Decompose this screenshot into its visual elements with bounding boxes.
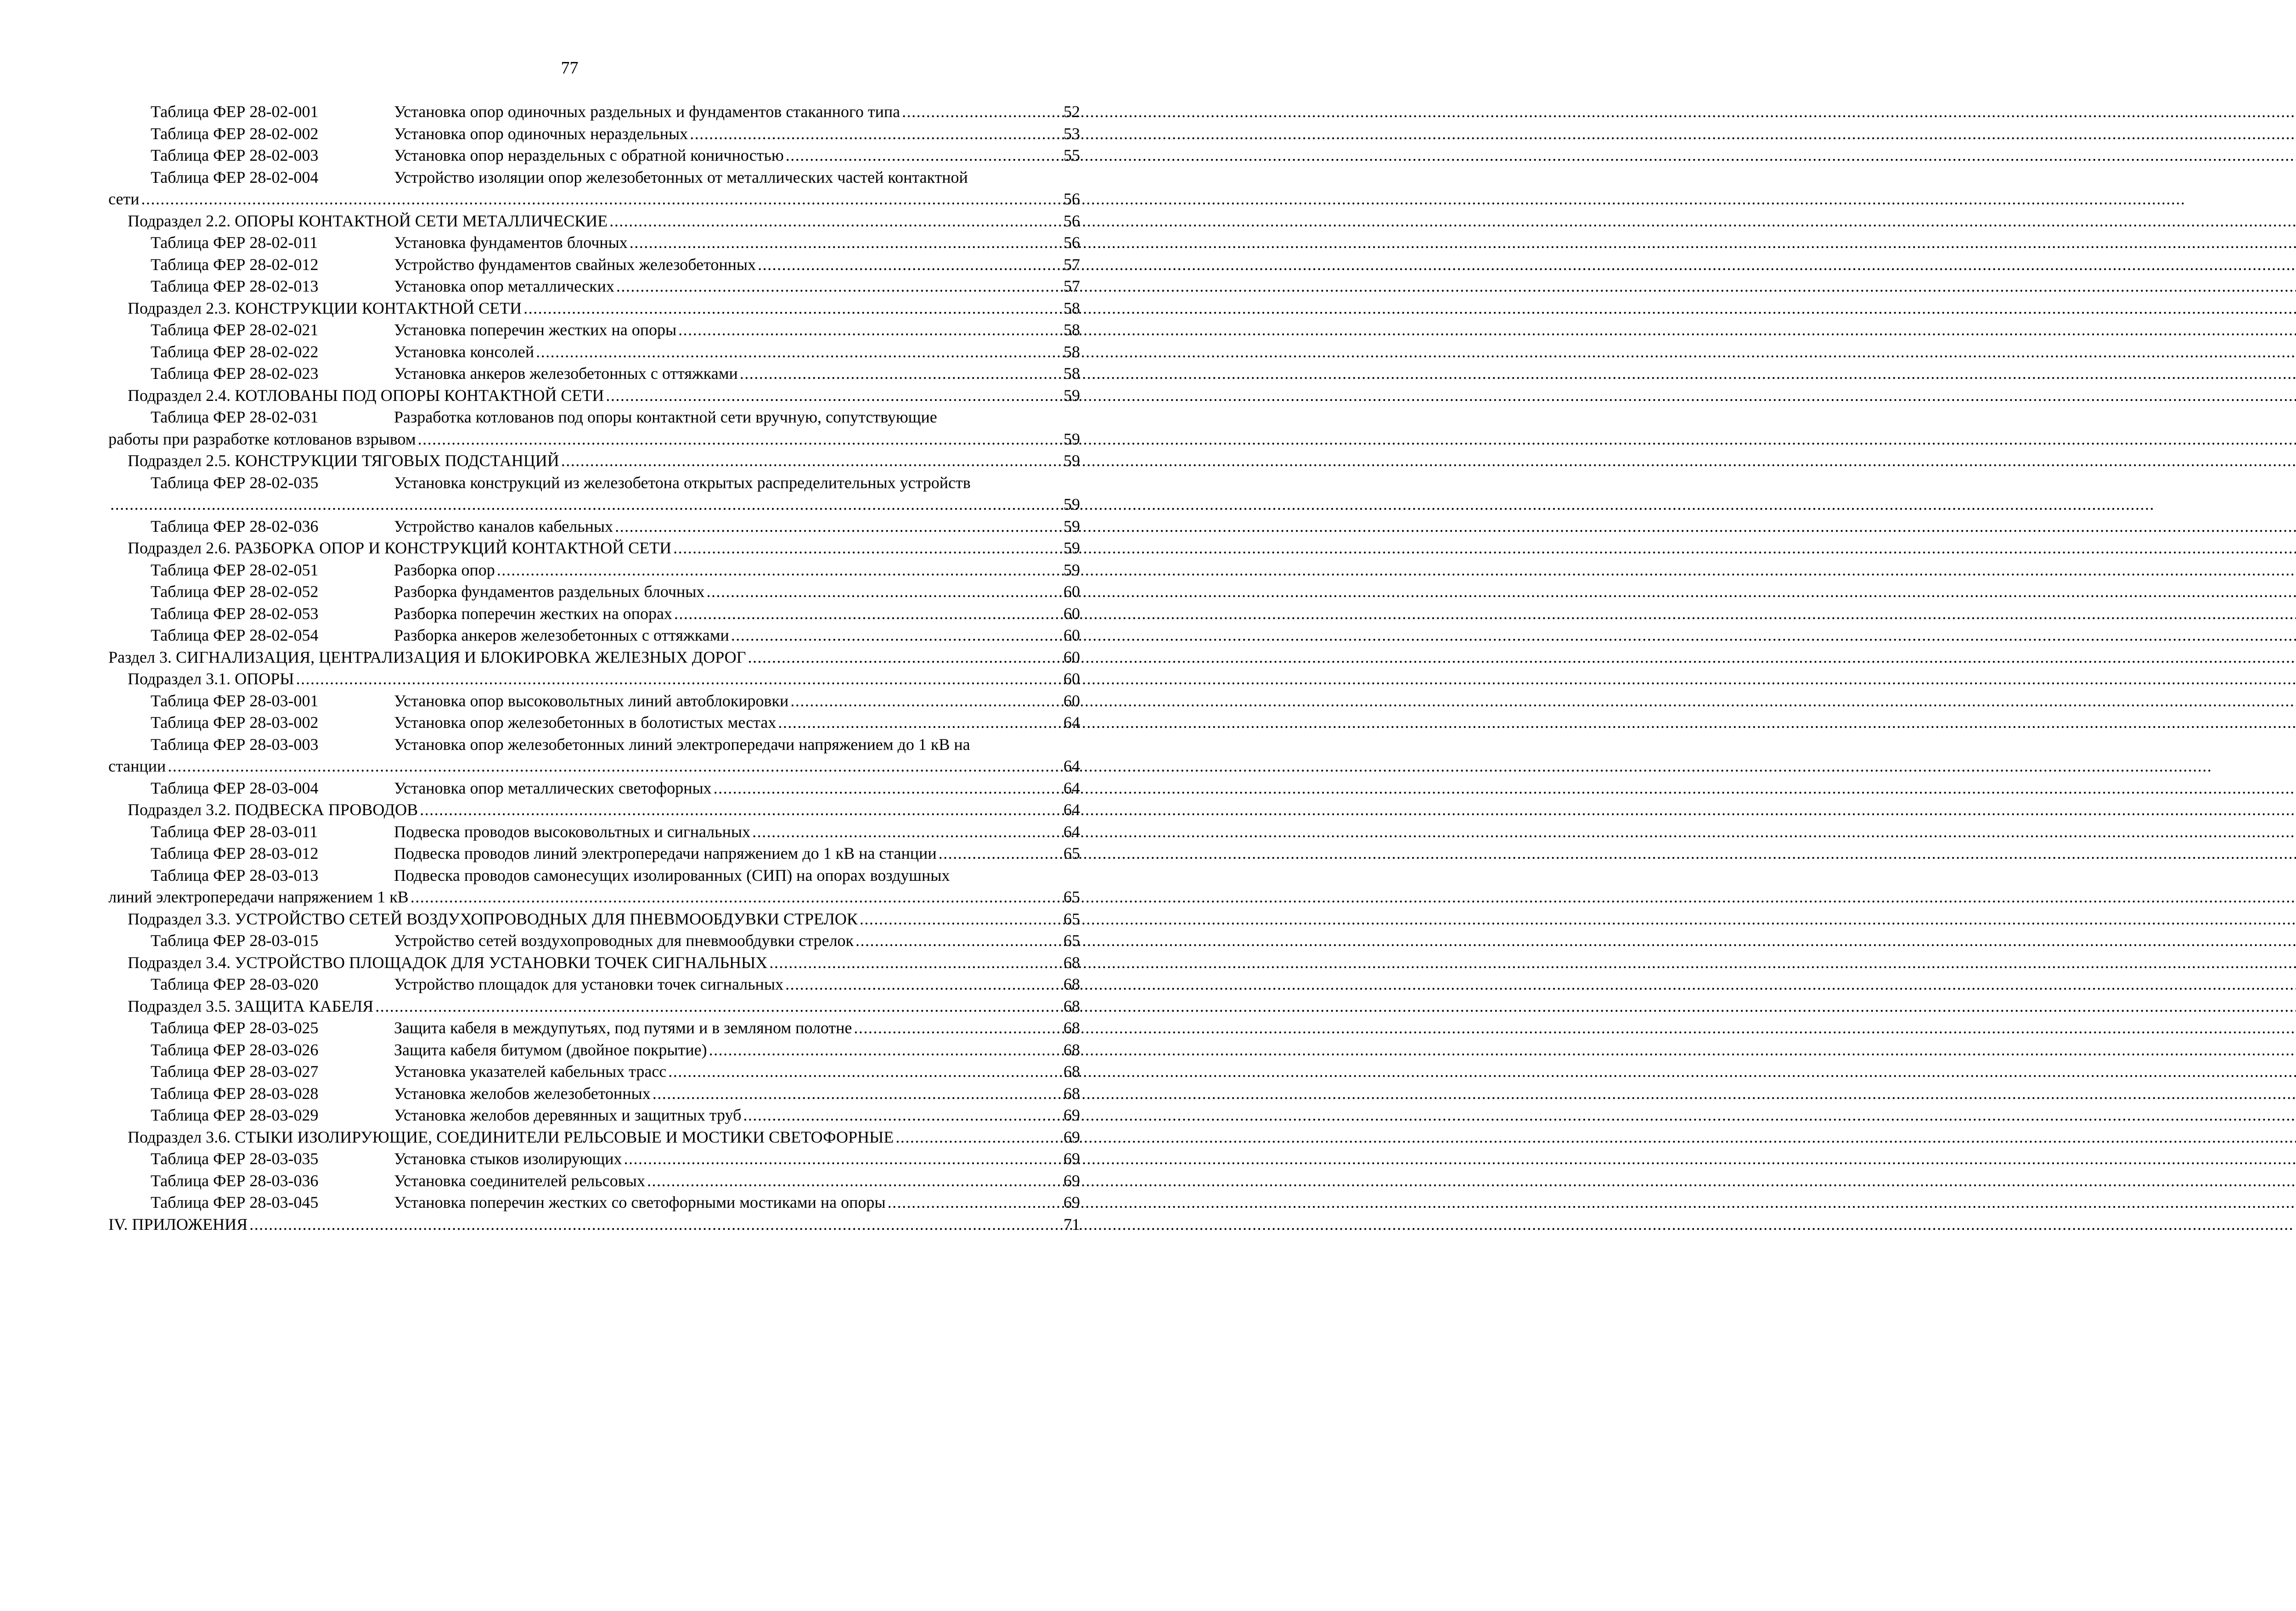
toc-entry-title-continuation: работы при разработке котлованов взрывом	[108, 429, 416, 448]
toc-table-code: Таблица ФЕР 28-02-021	[151, 321, 319, 339]
toc-subsection-entry	[108, 450, 1080, 472]
toc-table-entry	[108, 1148, 1080, 1170]
toc-table-code: Таблица ФЕР 28-03-003	[151, 735, 319, 754]
dot-leader	[854, 1017, 1062, 1039]
toc-page-number: 56	[1064, 233, 1080, 252]
dot-leader	[615, 516, 1062, 538]
toc-entry-title: Подвеска проводов линий электропередачи напряжением до 1 кВ на станции	[394, 844, 937, 862]
toc-entry-title-continuation: линий электропередачи напряжением 1 кВ	[108, 888, 409, 906]
toc-entry-title: Установка поперечин жестких на опоры	[394, 321, 677, 339]
toc-entry-first-line	[151, 406, 1080, 428]
toc-entry-title: Подраздел 3.2. ПОДВЕСКА ПРОВОДОВ	[128, 800, 418, 819]
toc-subsection-entry	[108, 799, 1080, 821]
toc-table-entry	[108, 1083, 1080, 1105]
dot-leader	[678, 319, 1062, 341]
toc-table-entry	[108, 145, 1080, 167]
dot-leader	[523, 298, 1062, 320]
dot-leader	[855, 930, 1062, 952]
toc-subsection-entry	[108, 298, 1080, 320]
toc-entry-title: Устройство сетей воздухопроводных для пневмообдувки стрелок	[394, 931, 854, 950]
toc-entry-continuation	[108, 886, 1080, 908]
toc-table-code: Таблица ФЕР 28-03-036	[151, 1171, 319, 1190]
toc-entry-title: Защита кабеля битумом (двойное покрытие)	[394, 1040, 707, 1059]
toc-page-number: 60	[1064, 648, 1080, 666]
toc-entry-title: Подраздел 2.6. РАЗБОРКА ОПОР И КОНСТРУКЦИЙ КОНТАКТНОЙ СЕТИ	[128, 539, 672, 557]
toc-table-entry	[108, 276, 1080, 298]
toc-table-code: Таблица ФЕР 28-03-001	[151, 691, 319, 710]
toc-page-number: 65	[1064, 888, 1080, 906]
toc-table-entry	[108, 123, 1080, 145]
toc-page-number: 59	[1064, 517, 1080, 535]
toc-entry-title: Устройство изоляции опор железобетонных от металлических частей контактной	[394, 168, 968, 186]
toc-table-code: Таблица ФЕР 28-03-020	[151, 975, 319, 993]
toc-page-number: 69	[1064, 1193, 1080, 1211]
toc-table-code: Таблица ФЕР 28-03-035	[151, 1149, 319, 1168]
toc-page-number: 68	[1064, 975, 1080, 993]
dot-leader	[758, 254, 1062, 276]
dot-leader	[647, 1170, 1062, 1192]
toc-entry-title: Установка конструкций из железобетона открытых распределительных устройств	[394, 473, 971, 492]
toc-entry-title: Установка опор нераздельных с обратной коничностью	[394, 146, 784, 164]
toc-table-code: Таблица ФЕР 28-02-054	[151, 626, 319, 644]
document-page	[0, 0, 1139, 1611]
toc-table-entry	[108, 865, 1080, 908]
dot-leader	[690, 123, 1062, 145]
toc-entry-title: Установка опор железобетонных линий электропередачи напряжением до 1 кВ на	[394, 735, 970, 754]
toc-page-number: 68	[1064, 997, 1080, 1015]
toc-page-number: 59	[1064, 495, 1080, 513]
toc-entry-title: Установка стыков изолирующих	[394, 1149, 622, 1168]
toc-page-number: 64	[1064, 800, 1080, 819]
toc-entry-title: Установка анкеров железобетонных с оттяжками	[394, 364, 738, 383]
toc-page-number: 58	[1064, 364, 1080, 383]
toc-table-entry	[108, 363, 1080, 385]
toc-entry-title: Установка желобов железобетонных	[394, 1084, 651, 1103]
toc-entry-title: Установка указателей кабельных трасс	[394, 1062, 667, 1081]
toc-page-number: 58	[1064, 299, 1080, 317]
toc-page-number: 68	[1064, 1019, 1080, 1037]
toc-page-number: 68	[1064, 1040, 1080, 1059]
toc-table-code: Таблица ФЕР 28-02-002	[151, 124, 319, 143]
toc-table-code: Таблица ФЕР 28-03-004	[151, 778, 319, 797]
toc-table-code: Таблица ФЕР 28-02-022	[151, 342, 319, 361]
dot-leader	[786, 145, 1062, 167]
dot-leader	[110, 494, 1062, 516]
toc-table-entry	[108, 603, 1080, 625]
toc-table-entry	[108, 341, 1080, 363]
dot-leader	[743, 1104, 1062, 1127]
toc-table-entry	[108, 319, 1080, 341]
dot-leader	[141, 188, 1062, 210]
toc-page-number: 64	[1064, 778, 1080, 797]
dot-leader	[420, 799, 1062, 821]
toc-subsection-entry	[108, 210, 1080, 232]
toc-table-entry	[108, 930, 1080, 952]
toc-table-entry	[108, 625, 1080, 647]
toc-entry-first-line	[151, 167, 1080, 189]
toc-page-number: 64	[1064, 713, 1080, 732]
toc-table-code: Таблица ФЕР 28-02-035	[151, 473, 319, 492]
dot-leader	[895, 1127, 1062, 1149]
dot-leader	[375, 996, 1062, 1018]
toc-entry-title: Установка желобов деревянных и защитных труб	[394, 1106, 742, 1124]
toc-entry-title: Установка консолей	[394, 342, 535, 361]
toc-table-entry	[108, 1192, 1080, 1214]
toc-table-code: Таблица ФЕР 28-02-003	[151, 146, 319, 164]
toc-entry-title: Подраздел 2.3. КОНСТРУКЦИИ КОНТАКТНОЙ СЕТИ	[128, 299, 522, 317]
toc-page-number: 59	[1064, 451, 1080, 470]
toc-table-entry	[108, 1017, 1080, 1039]
dot-leader	[714, 777, 1062, 800]
dot-leader	[673, 537, 1062, 559]
toc-entry-continuation	[108, 188, 1080, 210]
toc-section-entry	[108, 1214, 1080, 1236]
toc-entry-title: Устройство каналов кабельных	[394, 517, 613, 535]
dot-leader	[168, 755, 1062, 777]
dot-leader	[888, 1192, 1062, 1214]
toc-table-entry	[108, 1104, 1080, 1127]
toc-table-entry	[108, 406, 1080, 450]
toc-table-code: Таблица ФЕР 28-02-004	[151, 168, 319, 186]
toc-table-code: Таблица ФЕР 28-02-031	[151, 408, 319, 426]
dot-leader	[939, 843, 1062, 865]
dot-leader	[706, 581, 1062, 603]
toc-entry-title: Установка опор одиночных раздельных и фундаментов стаканного типа	[394, 102, 900, 121]
toc-page-number: 60	[1064, 582, 1080, 601]
toc-entry-title: Установка опор металлических	[394, 277, 614, 295]
toc-subsection-entry	[108, 908, 1080, 930]
toc-subsection-entry	[108, 996, 1080, 1018]
dot-leader	[630, 232, 1062, 254]
toc-page-number: 68	[1064, 1084, 1080, 1103]
dot-leader	[418, 428, 1062, 451]
toc-entry-title: Разборка поперечин жестких на опорах	[394, 604, 672, 623]
toc-table-entry	[108, 1039, 1080, 1061]
toc-page-number: 58	[1064, 342, 1080, 361]
toc-entry-title: Подраздел 2.4. КОТЛОВАНЫ ПОД ОПОРЫ КОНТАКТНОЙ СЕТИ	[128, 386, 604, 405]
toc-entry-title: Подраздел 3.5. ЗАЩИТА КАБЕЛЯ	[128, 997, 374, 1015]
dot-leader	[624, 1148, 1062, 1170]
toc-entry-title: IV. ПРИЛОЖЕНИЯ	[108, 1215, 248, 1234]
dot-leader	[902, 101, 1062, 123]
toc-table-code: Таблица ФЕР 28-03-015	[151, 931, 319, 950]
toc-page-number: 59	[1064, 560, 1080, 579]
toc-entry-title: Установка фундаментов блочных	[394, 233, 628, 252]
toc-entry-title: Установка соединителей рельсовых	[394, 1171, 645, 1190]
toc-table-code: Таблица ФЕР 28-03-027	[151, 1062, 319, 1081]
toc-page-number: 69	[1064, 1106, 1080, 1124]
toc-table-entry	[108, 1170, 1080, 1192]
dot-leader	[653, 1083, 1062, 1105]
toc-table-code: Таблица ФЕР 28-03-026	[151, 1040, 319, 1059]
dot-leader	[249, 1214, 1062, 1236]
toc-page-number: 68	[1064, 953, 1080, 972]
toc-entry-first-line	[151, 865, 1080, 887]
toc-table-code: Таблица ФЕР 28-02-023	[151, 364, 319, 383]
toc-page-number: 55	[1064, 146, 1080, 164]
toc-entry-continuation	[108, 428, 1080, 451]
toc-entry-title: Установка опор одиночных нераздельных	[394, 124, 688, 143]
dot-leader	[748, 647, 1062, 669]
toc-page-number: 56	[1064, 211, 1080, 230]
toc-page-number: 69	[1064, 1149, 1080, 1168]
toc-table-code: Таблица ФЕР 28-02-051	[151, 560, 319, 579]
toc-table-code: Таблица ФЕР 28-03-011	[151, 822, 318, 841]
toc-entry-title: Подраздел 3.3. УСТРОЙСТВО СЕТЕЙ ВОЗДУХОПРОВОДНЫХ ДЛЯ ПНЕВМООБДУВКИ СТРЕЛОК	[128, 909, 858, 928]
dot-leader	[296, 668, 1062, 690]
dot-leader	[860, 908, 1062, 930]
toc-page-number: 60	[1064, 670, 1080, 688]
toc-table-code: Таблица ФЕР 28-02-012	[151, 255, 319, 274]
toc-entry-title: Установка поперечин жестких со светофорными мостиками на опоры	[394, 1193, 886, 1211]
toc-entry-title: Устройство площадок для установки точек сигнальных	[394, 975, 784, 993]
dot-leader	[606, 385, 1062, 407]
toc-page-number: 60	[1064, 691, 1080, 710]
toc-entry-title: Подраздел 3.6. СТЫКИ ИЗОЛИРУЮЩИЕ, СОЕДИНИТЕЛИ РЕЛЬСОВЫЕ И МОСТИКИ СВЕТОФОРНЫЕ	[128, 1127, 894, 1146]
dot-leader	[497, 559, 1062, 581]
toc-entry-title-continuation: сети	[108, 190, 140, 208]
toc-table-entry	[108, 559, 1080, 581]
toc-section-entry	[108, 647, 1080, 669]
dot-leader	[740, 363, 1062, 385]
toc-page-number: 57	[1064, 277, 1080, 295]
dot-leader	[769, 952, 1062, 974]
toc-subsection-entry	[108, 537, 1080, 559]
toc-subsection-entry	[108, 668, 1080, 690]
toc-entry-first-line	[151, 472, 1080, 494]
toc-page-number: 65	[1064, 844, 1080, 862]
toc-table-code: Таблица ФЕР 28-03-002	[151, 713, 319, 732]
toc-entry-title: Установка опор высоковольтных линий автоблокировки	[394, 691, 789, 710]
toc-entry-title: Подраздел 2.2. ОПОРЫ КОНТАКТНОЙ СЕТИ МЕТАЛЛИЧЕСКИЕ	[128, 211, 608, 230]
toc-table-entry	[108, 690, 1080, 712]
toc-page-number: 65	[1064, 931, 1080, 950]
toc-page-number: 64	[1064, 822, 1080, 841]
toc-entry-title: Подраздел 2.5. КОНСТРУКЦИИ ТЯГОВЫХ ПОДСТАНЦИЙ	[128, 451, 559, 470]
toc-page-number: 57	[1064, 255, 1080, 274]
dot-leader	[668, 1061, 1062, 1083]
toc-entry-continuation	[108, 755, 1080, 777]
toc-entry-title: Установка опор железобетонных в болотистых местах	[394, 713, 777, 732]
toc-table-entry	[108, 974, 1080, 996]
toc-table-code: Таблица ФЕР 28-03-013	[151, 866, 319, 884]
toc-entry-first-line	[151, 734, 1080, 756]
toc-table-entry	[108, 712, 1080, 734]
toc-entry-title: Раздел 3. СИГНАЛИЗАЦИЯ, ЦЕНТРАЛИЗАЦИЯ И БЛОКИРОВКА ЖЕЛЕЗНЫХ ДОРОГ	[108, 648, 746, 666]
toc-table-code: Таблица ФЕР 28-02-011	[151, 233, 318, 252]
table-of-contents	[108, 101, 1080, 1235]
toc-page-number: 69	[1064, 1171, 1080, 1190]
toc-table-entry	[108, 472, 1080, 516]
dot-leader	[752, 821, 1062, 843]
toc-table-code: Таблица ФЕР 28-03-045	[151, 1193, 319, 1211]
toc-page-number: 56	[1064, 190, 1080, 208]
toc-table-code: Таблица ФЕР 28-03-029	[151, 1106, 319, 1124]
toc-table-entry	[108, 777, 1080, 800]
toc-page-number: 69	[1064, 1127, 1080, 1146]
toc-table-entry	[108, 734, 1080, 777]
toc-entry-title: Подраздел 3.1. ОПОРЫ	[128, 670, 294, 688]
toc-entry-title: Защита кабеля в междупутьях, под путями и в земляном полотне	[394, 1019, 852, 1037]
toc-page-number: 52	[1064, 102, 1080, 121]
toc-page-number: 68	[1064, 1062, 1080, 1081]
toc-table-entry	[108, 821, 1080, 843]
dot-leader	[674, 603, 1062, 625]
dot-leader	[616, 276, 1062, 298]
dot-leader	[561, 450, 1062, 472]
toc-subsection-entry	[108, 1127, 1080, 1149]
toc-table-entry	[108, 167, 1080, 210]
dot-leader	[536, 341, 1062, 363]
toc-entry-title: Разборка фундаментов раздельных блочных	[394, 582, 705, 601]
page-number: 77	[561, 58, 579, 78]
toc-table-code: Таблица ФЕР 28-02-013	[151, 277, 319, 295]
toc-page-number: 59	[1064, 386, 1080, 405]
toc-table-entry	[108, 516, 1080, 538]
toc-table-code: Таблица ФЕР 28-02-052	[151, 582, 319, 601]
toc-table-code: Таблица ФЕР 28-02-036	[151, 517, 319, 535]
toc-subsection-entry	[108, 952, 1080, 974]
toc-table-entry	[108, 581, 1080, 603]
toc-entry-title: Разборка анкеров железобетонных с оттяжками	[394, 626, 729, 644]
toc-table-entry	[108, 1061, 1080, 1083]
toc-table-entry	[108, 254, 1080, 276]
toc-entry-title: Разработка котлованов под опоры контактной сети вручную, сопутствующие	[394, 408, 937, 426]
toc-entry-title: Подвеска проводов самонесущих изолированных (СИП) на опорах воздушных	[394, 866, 950, 884]
toc-entry-title: Разборка опор	[394, 560, 495, 579]
dot-leader	[609, 210, 1062, 232]
toc-entry-title: Подраздел 3.4. УСТРОЙСТВО ПЛОЩАДОК ДЛЯ УСТАНОВКИ ТОЧЕК СИГНАЛЬНЫХ	[128, 953, 768, 972]
toc-page-number: 65	[1064, 909, 1080, 928]
toc-entry-title-continuation: станции	[108, 757, 166, 775]
toc-subsection-entry	[108, 385, 1080, 407]
dot-leader	[778, 712, 1062, 734]
toc-page-number: 71	[1064, 1215, 1080, 1234]
toc-table-entry	[108, 232, 1080, 254]
toc-table-code: Таблица ФЕР 28-03-025	[151, 1019, 319, 1037]
toc-table-entry	[108, 843, 1080, 865]
dot-leader	[709, 1039, 1062, 1061]
toc-page-number: 58	[1064, 321, 1080, 339]
toc-table-code: Таблица ФЕР 28-03-012	[151, 844, 319, 862]
toc-page-number: 60	[1064, 626, 1080, 644]
dot-leader	[731, 625, 1062, 647]
toc-table-entry	[108, 101, 1080, 123]
toc-page-number: 53	[1064, 124, 1080, 143]
dot-leader	[411, 886, 1062, 908]
toc-page-number: 59	[1064, 429, 1080, 448]
toc-entry-title: Устройство фундаментов свайных железобетонных	[394, 255, 756, 274]
toc-entry-title: Подвеска проводов высоковольтных и сигнальных	[394, 822, 751, 841]
toc-entry-title: Установка опор металлических светофорных	[394, 778, 712, 797]
dot-leader	[785, 974, 1062, 996]
toc-entry-continuation	[108, 494, 1080, 516]
toc-page-number: 64	[1064, 757, 1080, 775]
toc-page-number: 60	[1064, 604, 1080, 623]
dot-leader	[790, 690, 1062, 712]
toc-table-code: Таблица ФЕР 28-02-053	[151, 604, 319, 623]
toc-table-code: Таблица ФЕР 28-02-001	[151, 102, 319, 121]
toc-table-code: Таблица ФЕР 28-03-028	[151, 1084, 319, 1103]
toc-page-number: 59	[1064, 539, 1080, 557]
